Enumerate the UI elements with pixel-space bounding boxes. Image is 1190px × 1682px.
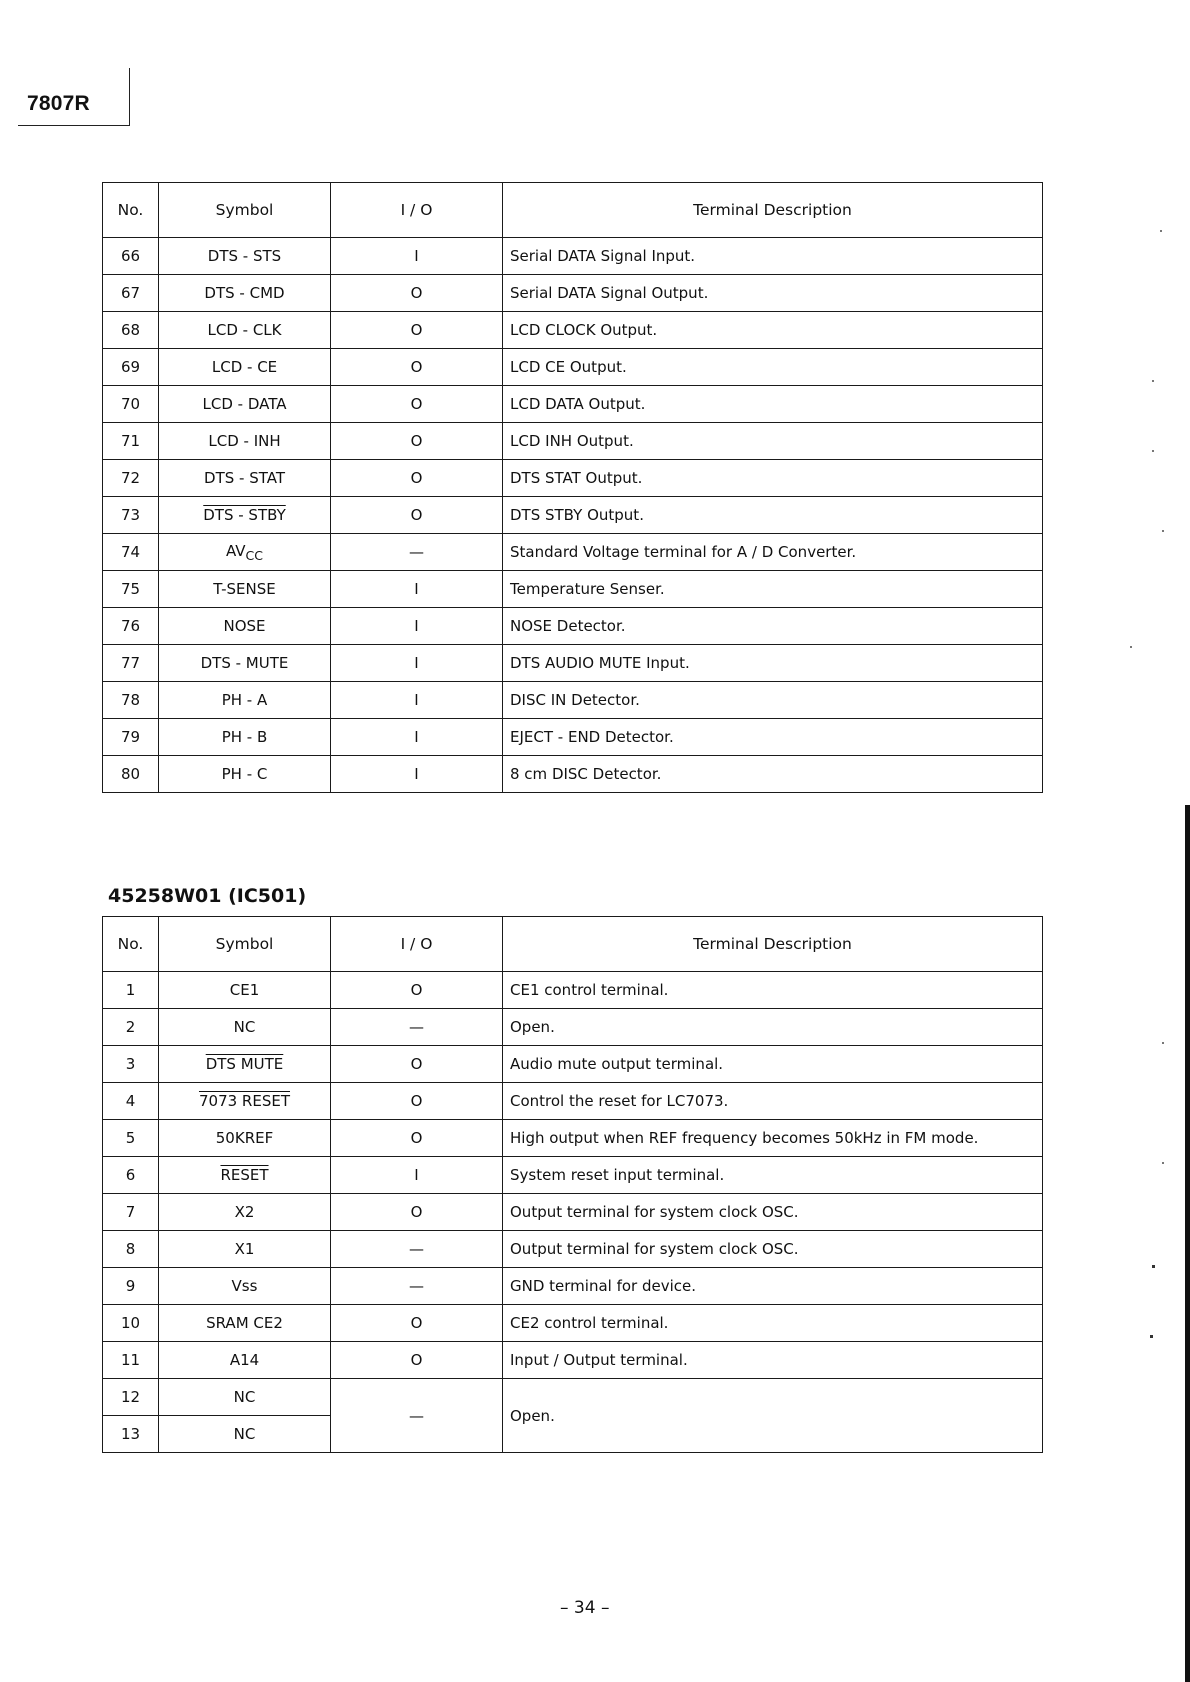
pin-description: LCD DATA Output.: [503, 386, 1043, 423]
pin-io: O: [331, 1120, 503, 1157]
pin-io: I: [331, 238, 503, 275]
pin-io: O: [331, 386, 503, 423]
pin-no: 3: [103, 1046, 159, 1083]
pin-symbol: 50KREF: [159, 1120, 331, 1157]
pin-io: —: [331, 1231, 503, 1268]
pin-description: LCD CLOCK Output.: [503, 312, 1043, 349]
pin-description: CE2 control terminal.: [503, 1305, 1043, 1342]
table-row: [103, 238, 1043, 275]
pin-symbol: NC: [159, 1416, 331, 1453]
scan-speck: [1160, 230, 1162, 232]
pin-description: Temperature Senser.: [503, 571, 1043, 608]
pin-description: LCD INH Output.: [503, 423, 1043, 460]
table-row: [103, 719, 1043, 756]
pin-symbol: LCD - DATA: [159, 386, 331, 423]
table-row: [103, 312, 1043, 349]
pin-description: DTS STBY Output.: [503, 497, 1043, 534]
table-row: [103, 756, 1043, 793]
pin-description: DISC IN Detector.: [503, 682, 1043, 719]
scan-speck: [1152, 450, 1154, 452]
header-rule-vertical: [129, 68, 130, 126]
section-title: 45258W01 (IC501): [108, 885, 307, 907]
pin-no: 9: [103, 1268, 159, 1305]
table-row: [103, 1120, 1043, 1157]
pin-description: Serial DATA Signal Output.: [503, 275, 1043, 312]
page-number: – 34 –: [560, 1598, 610, 1618]
scan-speck: [1152, 380, 1154, 382]
pin-symbol: NC: [159, 1379, 331, 1416]
pin-table-1: [102, 182, 1043, 793]
pin-io: O: [331, 275, 503, 312]
pin-no: 1: [103, 972, 159, 1009]
pin-description: Audio mute output terminal.: [503, 1046, 1043, 1083]
col-header-symbol: Symbol: [159, 183, 331, 238]
pin-symbol: CE1: [159, 972, 331, 1009]
table-row: [103, 534, 1043, 571]
pin-no: 75: [103, 571, 159, 608]
pin-description: Output terminal for system clock OSC.: [503, 1194, 1043, 1231]
pin-symbol: T-SENSE: [159, 571, 331, 608]
pin-symbol: PH - C: [159, 756, 331, 793]
scan-speck: [1130, 646, 1132, 648]
pin-symbol: Vss: [159, 1268, 331, 1305]
pin-no: 79: [103, 719, 159, 756]
pin-description: Open.: [503, 1009, 1043, 1046]
table-row: [103, 1379, 1043, 1416]
pin-io: I: [331, 571, 503, 608]
pin-no: 2: [103, 1009, 159, 1046]
header-rule: [18, 125, 130, 126]
pin-io: —: [331, 534, 503, 571]
table-row: [103, 1305, 1043, 1342]
pin-io: O: [331, 423, 503, 460]
pin-io: O: [331, 497, 503, 534]
col-header-symbol: Symbol: [159, 917, 331, 972]
table-row: [103, 1194, 1043, 1231]
pin-description: DTS STAT Output.: [503, 460, 1043, 497]
table-row: [103, 349, 1043, 386]
pin-io: O: [331, 1305, 503, 1342]
pin-description: Input / Output terminal.: [503, 1342, 1043, 1379]
pin-io: I: [331, 756, 503, 793]
pin-no: 76: [103, 608, 159, 645]
pin-io: O: [331, 1083, 503, 1120]
pin-symbol: A14: [159, 1342, 331, 1379]
pin-symbol: DTS - STS: [159, 238, 331, 275]
pin-description: High output when REF frequency becomes 50kHz in FM mode.: [503, 1120, 1043, 1157]
table-row: [103, 1268, 1043, 1305]
col-header-io: I / O: [331, 917, 503, 972]
pin-no: 13: [103, 1416, 159, 1453]
scan-speck: [1162, 1042, 1164, 1044]
table-header-row: [103, 183, 1043, 238]
pin-io: O: [331, 1342, 503, 1379]
table-row: [103, 1342, 1043, 1379]
pin-no: 4: [103, 1083, 159, 1120]
col-header-description: Terminal Description: [503, 183, 1043, 238]
pin-description: GND terminal for device.: [503, 1268, 1043, 1305]
pin-table-2: [102, 916, 1043, 1453]
pin-symbol: DTS - CMD: [159, 275, 331, 312]
table-row: [103, 275, 1043, 312]
pin-symbol-overlined: DTS - STBY: [203, 506, 286, 524]
pin-no: 69: [103, 349, 159, 386]
col-header-io: I / O: [331, 183, 503, 238]
table-row: [103, 608, 1043, 645]
scan-speck: [1150, 1335, 1153, 1338]
pin-no: 78: [103, 682, 159, 719]
pin-no: 71: [103, 423, 159, 460]
table-row: [103, 423, 1043, 460]
pin-symbol-main: AV: [225, 541, 246, 560]
pin-description: Serial DATA Signal Input.: [503, 238, 1043, 275]
pin-description: Output terminal for system clock OSC.: [503, 1231, 1043, 1268]
pin-symbol: PH - B: [159, 719, 331, 756]
col-header-description: Terminal Description: [503, 917, 1043, 972]
pin-io: —: [331, 1268, 503, 1305]
pin-symbol-overlined: DTS MUTE: [205, 1055, 284, 1073]
pin-io: I: [331, 682, 503, 719]
pin-description: NOSE Detector.: [503, 608, 1043, 645]
pin-symbol: LCD - INH: [159, 423, 331, 460]
pin-no: 12: [103, 1379, 159, 1416]
pin-no: 68: [103, 312, 159, 349]
pin-no: 11: [103, 1342, 159, 1379]
table-row: [103, 386, 1043, 423]
table-row: [103, 1083, 1043, 1120]
table-row: [103, 497, 1043, 534]
pin-description: EJECT - END Detector.: [503, 719, 1043, 756]
pin-description: Open.: [503, 1379, 1043, 1453]
pin-symbol: NOSE: [159, 608, 331, 645]
pin-io: O: [331, 349, 503, 386]
table-row: [103, 972, 1043, 1009]
pin-no: 6: [103, 1157, 159, 1194]
pin-no: 70: [103, 386, 159, 423]
table-row: [103, 571, 1043, 608]
pin-description: CE1 control terminal.: [503, 972, 1043, 1009]
pin-symbol: LCD - CLK: [159, 312, 331, 349]
pin-io: O: [331, 312, 503, 349]
scan-edge-bar: [1185, 805, 1190, 1682]
table-row: [103, 1231, 1043, 1268]
table-row: [103, 1009, 1043, 1046]
pin-symbol: SRAM CE2: [159, 1305, 331, 1342]
col-header-no: No.: [103, 183, 159, 238]
scan-speck: [1152, 1265, 1155, 1268]
pin-symbol-subscript: CC: [245, 547, 264, 563]
pin-no: 73: [103, 497, 159, 534]
pin-description: Control the reset for LC7073.: [503, 1083, 1043, 1120]
col-header-no: No.: [103, 917, 159, 972]
pin-no: 7: [103, 1194, 159, 1231]
pin-symbol-overlined: RESET: [220, 1166, 269, 1184]
pin-io: O: [331, 460, 503, 497]
table-header-row: [103, 917, 1043, 972]
pin-symbol: PH - A: [159, 682, 331, 719]
pin-symbol: DTS - STAT: [159, 460, 331, 497]
pin-symbol: [159, 1083, 331, 1120]
pin-no: 67: [103, 275, 159, 312]
pin-symbol: NC: [159, 1009, 331, 1046]
pin-no: 74: [103, 534, 159, 571]
pin-symbol: LCD - CE: [159, 349, 331, 386]
table-row: [103, 645, 1043, 682]
table-row: [103, 682, 1043, 719]
pin-io: O: [331, 972, 503, 1009]
pin-no: 5: [103, 1120, 159, 1157]
pin-symbol: X1: [159, 1231, 331, 1268]
pin-description: LCD CE Output.: [503, 349, 1043, 386]
model-number: 7807R: [27, 92, 90, 115]
pin-symbol-overlined: 7073 RESET: [198, 1092, 290, 1110]
pin-no: 10: [103, 1305, 159, 1342]
pin-no: 72: [103, 460, 159, 497]
pin-io: I: [331, 1157, 503, 1194]
pin-description: DTS AUDIO MUTE Input.: [503, 645, 1043, 682]
pin-description: System reset input terminal.: [503, 1157, 1043, 1194]
scan-speck: [1162, 1162, 1164, 1164]
pin-io: I: [331, 719, 503, 756]
pin-symbol: [159, 497, 331, 534]
pin-io: —: [331, 1379, 503, 1453]
pin-io: O: [331, 1046, 503, 1083]
table-row: [103, 1157, 1043, 1194]
pin-symbol: [159, 1046, 331, 1083]
pin-description: 8 cm DISC Detector.: [503, 756, 1043, 793]
pin-io: —: [331, 1009, 503, 1046]
pin-no: 77: [103, 645, 159, 682]
pin-symbol: DTS - MUTE: [159, 645, 331, 682]
pin-io: O: [331, 1194, 503, 1231]
pin-symbol: X2: [159, 1194, 331, 1231]
pin-symbol: [159, 534, 331, 571]
pin-io: I: [331, 645, 503, 682]
pin-no: 66: [103, 238, 159, 275]
pin-io: I: [331, 608, 503, 645]
pin-description: Standard Voltage terminal for A / D Converter.: [503, 534, 1043, 571]
pin-no: 8: [103, 1231, 159, 1268]
pin-symbol: [159, 1157, 331, 1194]
table-row: [103, 1046, 1043, 1083]
scan-speck: [1162, 530, 1164, 532]
table-row: [103, 460, 1043, 497]
pin-no: 80: [103, 756, 159, 793]
